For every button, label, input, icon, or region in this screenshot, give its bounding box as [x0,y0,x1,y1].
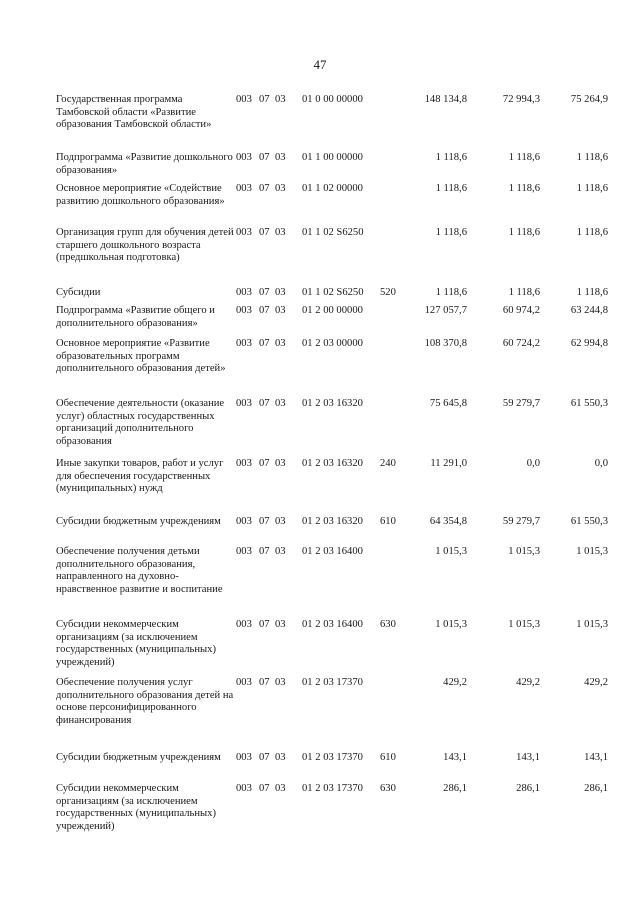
amount-year-1: 127 057,7 [424,305,467,316]
expense-type-code: 240 [380,458,396,469]
page-number: 47 [313,57,327,72]
amount-year-1: 11 291,0 [430,458,467,469]
amount-year-3: 61 550,3 [570,516,608,527]
section-code: 07 [259,516,270,527]
ministry-code: 003 [236,752,252,763]
amount-year-3: 429,2 [584,677,608,688]
amount-year-2: 59 279,7 [502,398,540,409]
section-code: 07 [259,287,270,298]
subsection-code: 03 [275,183,286,194]
target-code: 01 2 03 00000 [302,338,363,349]
subsection-code: 03 [275,94,286,105]
subsection-code: 03 [275,287,286,298]
amount-year-3: 62 994,8 [570,338,608,349]
subsection-code: 03 [275,752,286,763]
target-code: 01 2 03 16400 [302,619,363,630]
expense-type-code: 610 [380,516,396,527]
section-code: 07 [259,227,270,238]
amount-year-3: 1 118,6 [576,183,608,194]
amount-year-2: 59 279,7 [502,516,540,527]
amount-year-1: 1 118,6 [435,152,467,163]
target-code: 01 2 03 16320 [302,516,363,527]
row-name: Субсидии [56,287,101,298]
amount-year-2: 0,0 [526,458,540,469]
amount-year-2: 60 724,2 [502,338,540,349]
amount-year-2: 286,1 [516,783,540,794]
amount-year-3: 61 550,3 [570,398,608,409]
row-name: Подпрограмма «Развитие дошкольного образования» [56,152,233,176]
amount-year-2: 1 118,6 [508,152,540,163]
ministry-code: 003 [236,516,252,527]
row-name: Основное мероприятие «Развитие образовательных программ дополнительного образования детей» [56,338,226,375]
amount-year-3: 1 118,6 [576,287,608,298]
section-code: 07 [259,752,270,763]
amount-year-1: 1 015,3 [435,546,467,557]
amount-year-1: 64 354,8 [429,516,467,527]
row-name: Подпрограмма «Развитие общего и дополнительного образования» [56,305,215,329]
section-code: 07 [259,152,270,163]
ministry-code: 003 [236,783,252,794]
amount-year-2: 1 118,6 [508,287,540,298]
amount-year-2: 1 118,6 [508,227,540,238]
amount-year-3: 1 015,3 [576,619,608,630]
amount-year-3: 1 015,3 [576,546,608,557]
ministry-code: 003 [236,398,252,409]
amount-year-1: 143,1 [443,752,467,763]
amount-year-2: 429,2 [516,677,540,688]
section-code: 07 [259,783,270,794]
section-code: 07 [259,94,270,105]
amount-year-2: 143,1 [516,752,540,763]
section-code: 07 [259,398,270,409]
row-name: Субсидии бюджетным учреждениям [56,752,221,763]
amount-year-1: 108 370,8 [424,338,467,349]
amount-year-1: 1 118,6 [435,227,467,238]
amount-year-3: 63 244,8 [570,305,608,316]
target-code: 01 1 02 00000 [302,183,363,194]
subsection-code: 03 [275,677,286,688]
ministry-code: 003 [236,94,252,105]
row-name: Иные закупки товаров, работ и услуг для обеспечения государственных (муниципальных) нужд [56,458,224,495]
row-name: Государственная программа Тамбовской области «Развитие образования Тамбовской области» [56,94,212,131]
subsection-code: 03 [275,458,286,469]
section-code: 07 [259,619,270,630]
amount-year-1: 286,1 [443,783,467,794]
target-code: 01 2 00 00000 [302,305,363,316]
row-name: Субсидии бюджетным учреждениям [56,516,221,527]
subsection-code: 03 [275,783,286,794]
amount-year-3: 1 118,6 [576,152,608,163]
amount-year-1: 75 645,8 [429,398,467,409]
target-code: 01 2 03 16320 [302,458,363,469]
target-code: 01 2 03 17370 [302,783,363,794]
target-code: 01 2 03 16320 [302,398,363,409]
amount-year-2: 60 974,2 [502,305,540,316]
subsection-code: 03 [275,152,286,163]
amount-year-2: 1 015,3 [508,619,540,630]
section-code: 07 [259,546,270,557]
subsection-code: 03 [275,619,286,630]
amount-year-3: 0,0 [594,458,608,469]
expense-type-code: 630 [380,783,396,794]
target-code: 01 1 02 S6250 [302,227,364,238]
amount-year-3: 143,1 [584,752,608,763]
amount-year-1: 1 118,6 [435,183,467,194]
ministry-code: 003 [236,227,252,238]
ministry-code: 003 [236,677,252,688]
ministry-code: 003 [236,458,252,469]
expense-type-code: 520 [380,287,396,298]
subsection-code: 03 [275,546,286,557]
ministry-code: 003 [236,546,252,557]
subsection-code: 03 [275,338,286,349]
subsection-code: 03 [275,398,286,409]
amount-year-2: 1 118,6 [508,183,540,194]
target-code: 01 2 03 17370 [302,752,363,763]
amount-year-1: 1 118,6 [435,287,467,298]
ministry-code: 003 [236,183,252,194]
row-name: Субсидии некоммерческим организациям (за исключением государственных (муниципальных) учреждений) [56,619,216,668]
row-name: Обеспечение получения услуг дополнительного образования детей на основе персонифицированного финансирования [56,677,234,726]
section-code: 07 [259,677,270,688]
row-name: Обеспечение получения детьми дополнительного образования, направленного на духовно-нравственное развитие и воспитание [56,546,223,595]
expense-type-code: 610 [380,752,396,763]
amount-year-1: 429,2 [443,677,467,688]
row-name: Организация групп для обучения детей старшего дошкольного возраста (предшкольная подготовка) [56,227,234,264]
section-code: 07 [259,338,270,349]
amount-year-3: 75 264,9 [570,94,608,105]
amount-year-2: 1 015,3 [508,546,540,557]
amount-year-3: 1 118,6 [576,227,608,238]
target-code: 01 2 03 16400 [302,546,363,557]
ministry-code: 003 [236,305,252,316]
row-name: Основное мероприятие «Содействие развитию дошкольного образования» [56,183,225,207]
subsection-code: 03 [275,227,286,238]
target-code: 01 1 00 00000 [302,152,363,163]
amount-year-3: 286,1 [584,783,608,794]
target-code: 01 1 02 S6250 [302,287,364,298]
ministry-code: 003 [236,619,252,630]
ministry-code: 003 [236,338,252,349]
section-code: 07 [259,305,270,316]
section-code: 07 [259,458,270,469]
amount-year-1: 148 134,8 [424,94,467,105]
section-code: 07 [259,183,270,194]
row-name: Обеспечение деятельности (оказание услуг) областных государственных организаций дополнительного образования [56,398,225,447]
amount-year-2: 72 994,3 [502,94,540,105]
ministry-code: 003 [236,152,252,163]
subsection-code: 03 [275,516,286,527]
expense-type-code: 630 [380,619,396,630]
target-code: 01 2 03 17370 [302,677,363,688]
amount-year-1: 1 015,3 [435,619,467,630]
subsection-code: 03 [275,305,286,316]
target-code: 01 0 00 00000 [302,94,363,105]
ministry-code: 003 [236,287,252,298]
row-name: Субсидии некоммерческим организациям (за исключением государственных (муниципальных) учреждений) [56,783,216,832]
